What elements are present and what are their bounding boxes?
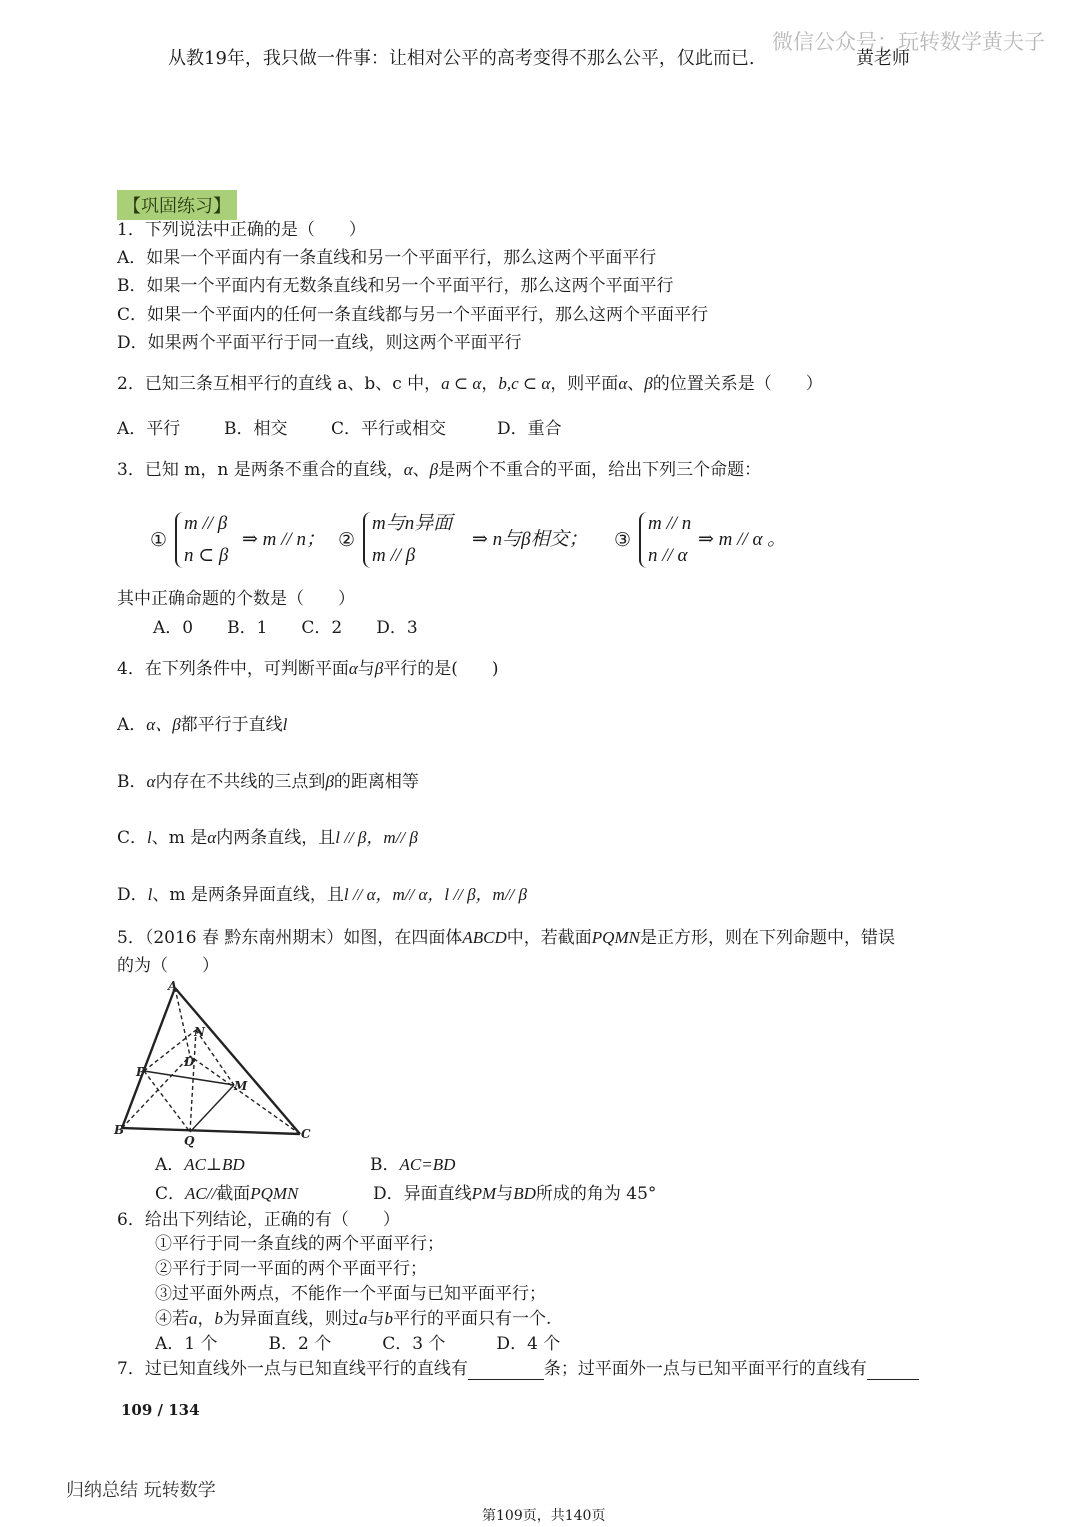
q5-abcd: ABCD [462, 928, 507, 947]
q4-math-a: α [348, 659, 358, 678]
label-b: B [114, 1123, 125, 1137]
q6-s4-f: a [359, 1309, 368, 1328]
q3-p1-brace [175, 512, 183, 568]
q5-b-math: AC=BD [399, 1155, 456, 1174]
q4-option-b [117, 771, 419, 793]
q4-option-d [117, 884, 527, 906]
q3-p3-label: ③ [614, 529, 632, 551]
label-n: N [194, 1025, 205, 1039]
q3-p1-line1: m // β [184, 513, 228, 534]
q2-math-2: b,c ⊂ α [498, 374, 551, 393]
q4-option-a [117, 714, 287, 736]
q5-d-math: PM [471, 1184, 497, 1203]
q6-s4-h: b [384, 1309, 393, 1328]
q4-b-math2: β [325, 772, 334, 791]
q4-c-math: α [207, 828, 217, 847]
q3-p2-line1: m与n异面 [372, 513, 453, 534]
q6-statement-4 [155, 1308, 551, 1330]
footer-left: 归纳总结 玩转数学 [66, 1480, 216, 1501]
q5-d-text: 与 [496, 1184, 514, 1204]
q6-s4-g: 与 [367, 1309, 385, 1329]
q2-option-d: D．重合 [497, 419, 562, 439]
q7-blank-1 [468, 1361, 544, 1380]
edge-cd [190, 1056, 300, 1134]
q3-p3-line2: n // α [648, 545, 688, 566]
q7-part-a: 7．过已知直线外一点与已知直线平行的直线有 [117, 1359, 468, 1379]
label-q: Q [184, 1134, 195, 1148]
q3-stem: 3．已知 m，n 是两条不重合的直线，α、β是两个不重合的平面，给出下列三个命题： [117, 460, 762, 480]
q6-s4-e: 为异面直线，则过 [223, 1309, 359, 1329]
q2-math-1: a ⊂ α [441, 374, 482, 393]
q4-d-math2: ，m// α， [375, 885, 445, 904]
q4-stem-b: 与 [357, 659, 375, 679]
footer-center: 第109页，共140页 [482, 1508, 606, 1524]
q5-option-a [155, 1154, 245, 1176]
q2-stem-c: 的位置关系是（ ） [652, 374, 823, 394]
q5-c-math2: PQMN [250, 1184, 299, 1203]
header-signature: 黄老师 [856, 48, 910, 69]
q3-p1-conclusion: ⇒ m // n； [242, 529, 325, 550]
q1-option-c: C．如果一个平面内的任何一条直线都与另一个平面平行，那么这两个平面平行 [117, 305, 709, 325]
q3-math-b: β [429, 460, 439, 479]
label-c: C [301, 1127, 311, 1141]
edge-bd [122, 1056, 190, 1128]
q4-b-text2: 的距离相等 [333, 772, 419, 792]
q4-b-text: 内存在不共线的三点到 [155, 772, 326, 792]
section-title: 【巩固练习】 [117, 190, 237, 220]
q3-stem-b: 是两个不重合的平面，给出下列三个命题： [438, 460, 762, 480]
q3-math-a: α [403, 460, 413, 479]
q4-c-text2: 内两条直线，且 [216, 828, 336, 848]
q5-option-b [370, 1154, 455, 1176]
page-number: 109 / 134 [121, 1401, 200, 1419]
edge-nq [190, 1030, 196, 1132]
q5-a-prefix: A． [155, 1155, 185, 1175]
q5-c-math: AC// [185, 1184, 217, 1203]
q5-option-c [155, 1183, 298, 1205]
watermark-text: 微信公众号：玩转数学黄夫子 [772, 30, 1045, 54]
q4-d-math4: ，m// β [475, 885, 527, 904]
edge-pm [144, 1071, 234, 1085]
q3-p3-conclusion: ⇒ m // α 。 [698, 529, 787, 550]
q6-statement-1: ①平行于同一条直线的两个平面平行； [155, 1234, 444, 1254]
q3-p3-brace [639, 512, 647, 568]
q7-text [117, 1358, 919, 1380]
edge-qm [190, 1085, 234, 1132]
q3-p2-line2: m // β [372, 545, 416, 566]
q7-part-b: 条；过平面外一点与已知平面平行的直线有 [543, 1359, 867, 1379]
q5-pqmn: PQMN [591, 928, 640, 947]
q1-option-b: B．如果一个平面内有无数条直线和另一个平面平行，那么这两个平面平行 [117, 276, 674, 296]
q4-option-c [117, 827, 418, 849]
q6-s4-b: a [189, 1309, 198, 1328]
q5-d-text2: 所成的角为 45° [535, 1184, 657, 1204]
q5-a-math: AC⊥BD [184, 1155, 245, 1174]
label-m: M [234, 1079, 248, 1093]
q3-p2-label: ② [338, 529, 356, 551]
q7-blank-2 [867, 1361, 919, 1380]
q6-s4-a: ④若 [155, 1309, 189, 1329]
q4-c-l: l [147, 828, 152, 847]
q4-stem [117, 658, 499, 680]
q6-options: A．1 个 B．2 个 C．3 个 D．4 个 [155, 1334, 561, 1354]
q3-p1-label: ① [150, 529, 168, 551]
q5-stem-line1 [117, 927, 895, 949]
label-p: P [136, 1065, 146, 1079]
q1-option-a: A．如果一个平面内有一条直线和另一个平面平行，那么这两个平面平行 [117, 248, 657, 268]
q2-math-4: β [644, 374, 653, 393]
q5-d-math2: BD [513, 1184, 536, 1203]
q5-stem-mid: 中，若截面 [506, 928, 592, 948]
q4-a-prefix: A． [117, 715, 147, 735]
q6-s4-d: b [214, 1309, 223, 1328]
q3-p3-line1: m // n [648, 513, 692, 534]
q4-b-math: α [146, 772, 156, 791]
label-d: D [184, 1055, 195, 1069]
q4-d-prefix: D． [117, 885, 148, 905]
edge-bc [122, 1128, 300, 1134]
q3-options: A．0 B．1 C．2 D．3 [153, 618, 418, 638]
q4-b-prefix: B． [117, 772, 147, 792]
header-motto: 从教19年，我只做一件事：让相对公平的高考变得不那么公平，仅此而已. [168, 48, 755, 69]
q4-d-math1: l // α [343, 885, 376, 904]
q4-stem-c: 平行的是( ) [383, 659, 499, 679]
q3-stem-a: 3．已知 m，n 是两条不重合的直线， [117, 460, 404, 480]
q6-stem: 6．给出下列结论，正确的有（ ） [117, 1210, 400, 1230]
label-a: A [168, 979, 178, 993]
q4-c-text: 、m 是 [151, 828, 208, 848]
q6-s4-c: ， [197, 1309, 215, 1329]
q3-p1-line2: n ⊂ β [184, 545, 229, 566]
q2-stem-b: ，则平面 [550, 374, 619, 394]
q4-c-prefix: C． [117, 828, 148, 848]
q2-option-c: C．平行或相交 [331, 419, 447, 439]
q5-option-d [373, 1183, 656, 1205]
q3-p2-brace [363, 512, 371, 568]
q4-stem-a: 4．在下列条件中，可判断平面 [117, 659, 349, 679]
q4-d-l: l [147, 885, 153, 904]
q2-math-3: α [618, 374, 628, 393]
q2-option-a: A．平行 [117, 419, 181, 439]
q4-c-math3: ，m// β [366, 828, 418, 847]
q2-option-b: B．相交 [224, 419, 288, 439]
q5-b-prefix: B． [370, 1155, 400, 1175]
q4-a-text: 都平行于直线 [180, 715, 283, 735]
q4-a-line: l [282, 715, 288, 734]
q6-s4-i: 平行的平面只有一个. [393, 1309, 552, 1329]
q3-p2-conclusion: ⇒ n与β相交； [472, 529, 588, 550]
q2-stem: 2．已知三条互相平行的直线 a、b、c 中，a ⊂ α，b,c ⊂ α，则平面α、β的位置关系是（ ） [117, 374, 823, 394]
q5-c-text: 截面 [216, 1184, 251, 1204]
q5-c-prefix: C． [155, 1184, 186, 1204]
edge-ab [122, 988, 175, 1128]
q4-math-b: β [374, 659, 384, 678]
q4-d-math3: l // β [444, 885, 476, 904]
q1-option-d: D．如果两个平面平行于同一直线，则这两个平面平行 [117, 333, 522, 353]
q5-stem-line2: 的为（ ） [117, 956, 219, 976]
q4-c-math2: l // β [335, 828, 367, 847]
q5-stem-end: 是正方形，则在下列命题中，错误 [639, 928, 895, 948]
tetrahedron-figure [110, 978, 320, 1148]
q5-stem-a: 5．（2016 春 黔东南州期末）如图，在四面体 [117, 928, 463, 948]
q6-statement-3: ③过平面外两点，不能作一个平面与已知平面平行； [155, 1284, 546, 1304]
q5-d-prefix: D．异面直线 [373, 1184, 472, 1204]
q6-statement-2: ②平行于同一平面的两个平面平行； [155, 1259, 427, 1279]
q4-d-text: 、m 是两条异面直线，且 [152, 885, 344, 905]
q1-stem: 1．下列说法中正确的是（ ） [117, 220, 366, 240]
q4-a-math: α、β [146, 715, 181, 734]
q2-stem-a: 2．已知三条互相平行的直线 a、b、c 中， [117, 374, 442, 394]
q3-ask: 其中正确命题的个数是（ ） [117, 589, 355, 609]
